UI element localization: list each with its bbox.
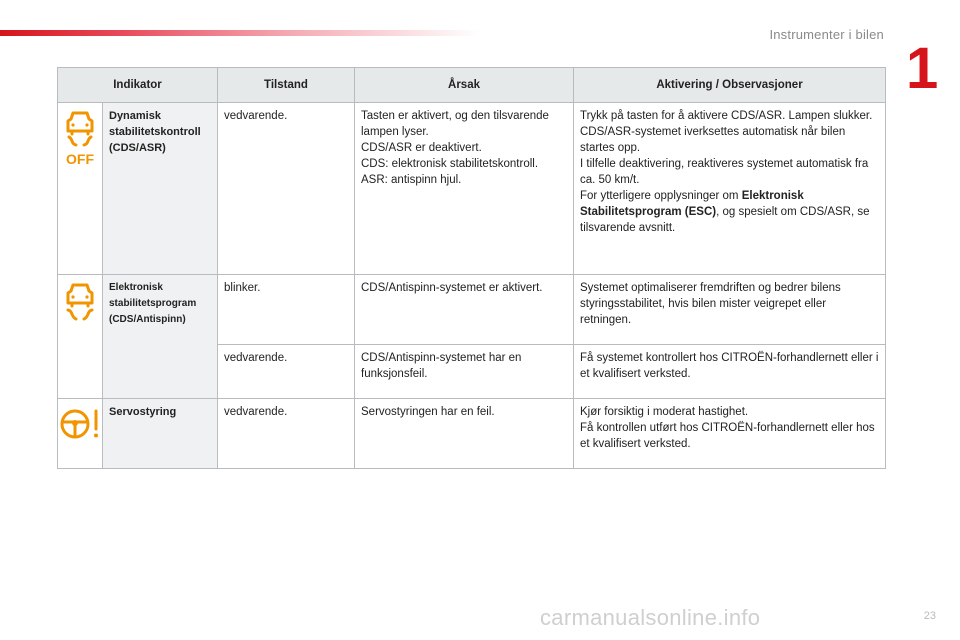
cause-cell: CDS/Antispinn-systemet har en funksjonsfeil. — [355, 345, 574, 399]
section-title: Instrumenter i bilen — [769, 27, 884, 42]
icon-cell — [58, 275, 103, 399]
indicator-name: Dynamisk stabilitetskontroll (CDS/ASR) — [103, 103, 218, 275]
indicator-name: Servostyring — [103, 399, 218, 469]
indicator-table — [57, 67, 886, 469]
column-header-cause: Årsak — [355, 68, 574, 103]
action-text-end: , og spesielt om CDS/ASR, se tilsvarende avsnitt. — [580, 206, 870, 234]
cause-cell: CDS/Antispinn-systemet er aktivert. — [355, 275, 574, 345]
column-header-action: Aktivering / Observasjoner — [574, 68, 886, 103]
action-cell — [574, 103, 886, 275]
table-row — [58, 275, 886, 345]
action-cell: Kjør forsiktig i moderat hastighet. Få kontrollen utført hos CITROËN-forhandlernett eller hos et kvalifisert verksted. — [574, 399, 886, 469]
action-cell: Systemet optimaliserer fremdriften og bedrer bilens styringsstabilitet, hvis bilen mister veigrepet eller retningen. — [574, 275, 886, 345]
esc-skid-warning-icon — [63, 283, 97, 323]
state-cell: vedvarende. — [218, 103, 355, 275]
action-cell: Få systemet kontrollert hos CITROËN-forhandlernett eller i et kvalifisert verksted. — [574, 345, 886, 399]
cause-cell: Servostyringen har en feil. — [355, 399, 574, 469]
column-header-state: Tilstand — [218, 68, 355, 103]
esc-off-warning-icon — [63, 111, 97, 167]
cause-cell: Tasten er aktivert, og den tilsvarende lampen lyser. CDS/ASR er deaktivert. CDS: elektronisk stabilitetskontroll. ASR: antispinn hjul. — [355, 103, 574, 275]
state-cell: vedvarende. — [218, 345, 355, 399]
watermark: carmanualsonline.info — [540, 605, 761, 630]
table-row — [58, 103, 886, 275]
power-steering-warning-icon — [60, 407, 100, 441]
page-number: 23 — [923, 610, 936, 622]
icon-cell — [58, 399, 103, 469]
table-row — [58, 399, 886, 469]
chapter-number: 1 — [906, 36, 939, 101]
table-header-row — [58, 68, 886, 103]
off-label: OFF — [66, 151, 94, 167]
indicator-name: Elektronisk stabilitetsprogram (CDS/Antispinn) — [103, 275, 218, 399]
action-text: Trykk på tasten for å aktivere CDS/ASR. Lampen slukker. CDS/ASR-systemet iverksettes automatisk når bilen startes opp. I tilfelle deaktivering, reaktiveres systemet automatisk fra ca. 50 km/t. For ytterligere opplysninger om — [580, 110, 873, 202]
state-cell: vedvarende. — [218, 399, 355, 469]
state-cell: blinker. — [218, 275, 355, 345]
column-header-indicator: Indikator — [58, 68, 218, 103]
icon-cell — [58, 103, 103, 275]
action-link-text: Elektronisk Stabilitetsprogram (ESC) — [580, 190, 804, 218]
header-accent-bar — [0, 30, 480, 36]
